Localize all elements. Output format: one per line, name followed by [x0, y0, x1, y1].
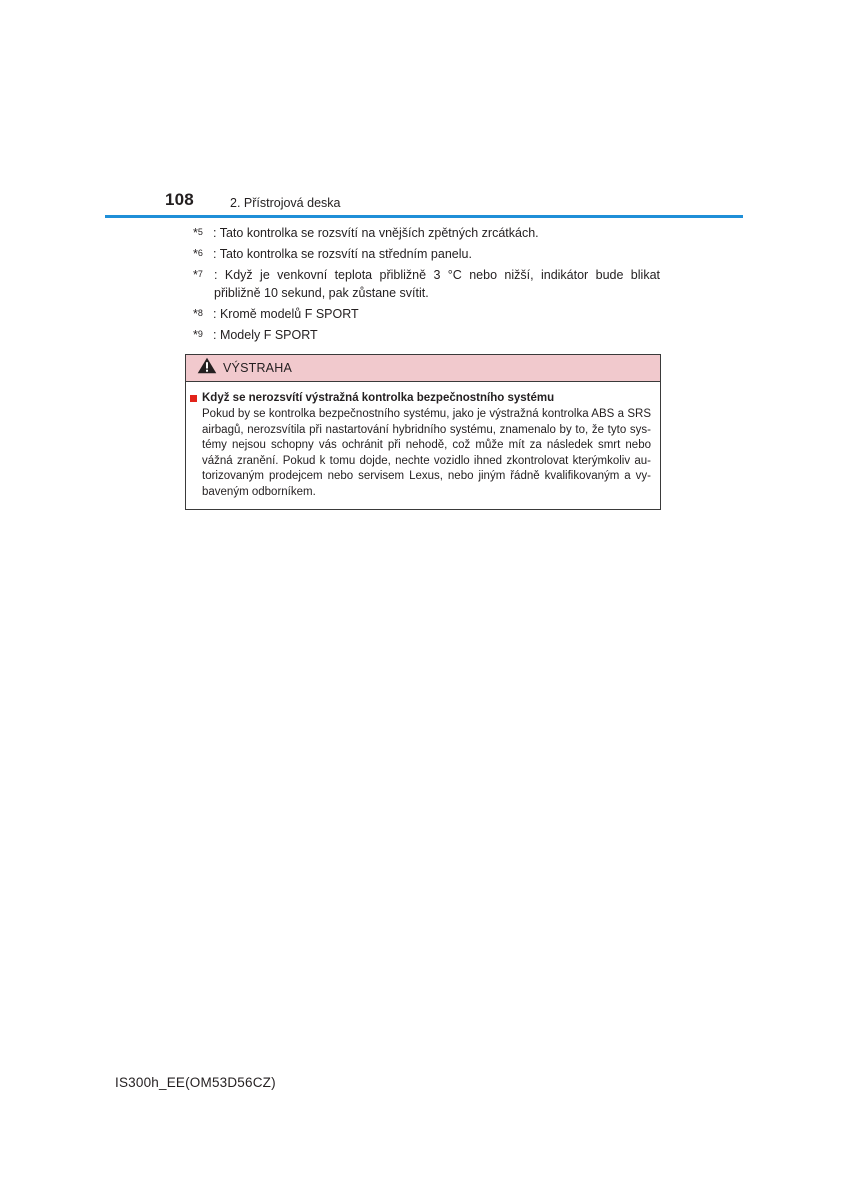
footnote-item: [190, 305, 660, 323]
warning-heading: [190, 392, 651, 404]
footnote-marker: *$^5$: [193, 226, 203, 240]
footnote-item: [190, 224, 660, 242]
section-title: 2. Přístrojová deska: [230, 196, 341, 210]
footnote-text: : Tato kontrolka se rozsvítí na středním panelu.: [213, 247, 472, 261]
footnote-text: : Když je venkovní teplota přibližně 3 °C nebo nižší, indikátor bude blikat přibližně 10 sekund, pak zůstane svítit.: [214, 268, 660, 300]
footnote-text: : Modely F SPORT: [213, 328, 318, 342]
footnote-marker: *$^7$: [193, 268, 203, 282]
footnote-item: [190, 245, 660, 263]
warning-heading-text: Když se nerozsvítí výstražná kontrolka bezpečnostního systému: [202, 392, 555, 404]
footnote-marker: *$^9$: [193, 328, 203, 342]
manual-code: IS300h_EE(OM53D56CZ): [115, 1075, 276, 1090]
red-square-bullet-icon: [190, 395, 197, 402]
footnote-item: [190, 326, 660, 344]
warning-triangle-icon: [197, 357, 217, 379]
footnote-text: : Tato kontrolka se rozsvítí na vnějších zpětných zrcátkách.: [213, 226, 539, 240]
warning-text: Pokud by se kontrolka bezpečnostního systému, jako je výstražná kontrolka ABS a SRS airbagů, nerozsvítila při nastartování hybridního systému, znamenalo by to, že tyto systémy nejsou schopny vás ochránit při nehodě, což může mít za následek smrt nebo vážná zranění. Pokud k tomu dojde, nechte vozidlo ihned zkontrolovat kterýmkoliv autorizovaným prodejcem nebo servisem Lexus, nebo jiným řádně kvalifikovaným a vybaveným odborníkem.: [202, 408, 651, 498]
footnote-item: [190, 266, 660, 302]
footnote-marker: *$^8$: [193, 307, 203, 321]
footnote-list: [190, 224, 660, 347]
page-number: 108: [165, 190, 194, 209]
warning-title: VÝSTRAHA: [223, 361, 292, 375]
warning-box: [185, 354, 661, 510]
warning-body: [186, 382, 660, 500]
footnote-text: : Kromě modelů F SPORT: [213, 307, 359, 321]
header-rule: [105, 215, 743, 218]
warning-header: [186, 355, 660, 382]
footnote-marker: *$^6$: [193, 247, 203, 261]
